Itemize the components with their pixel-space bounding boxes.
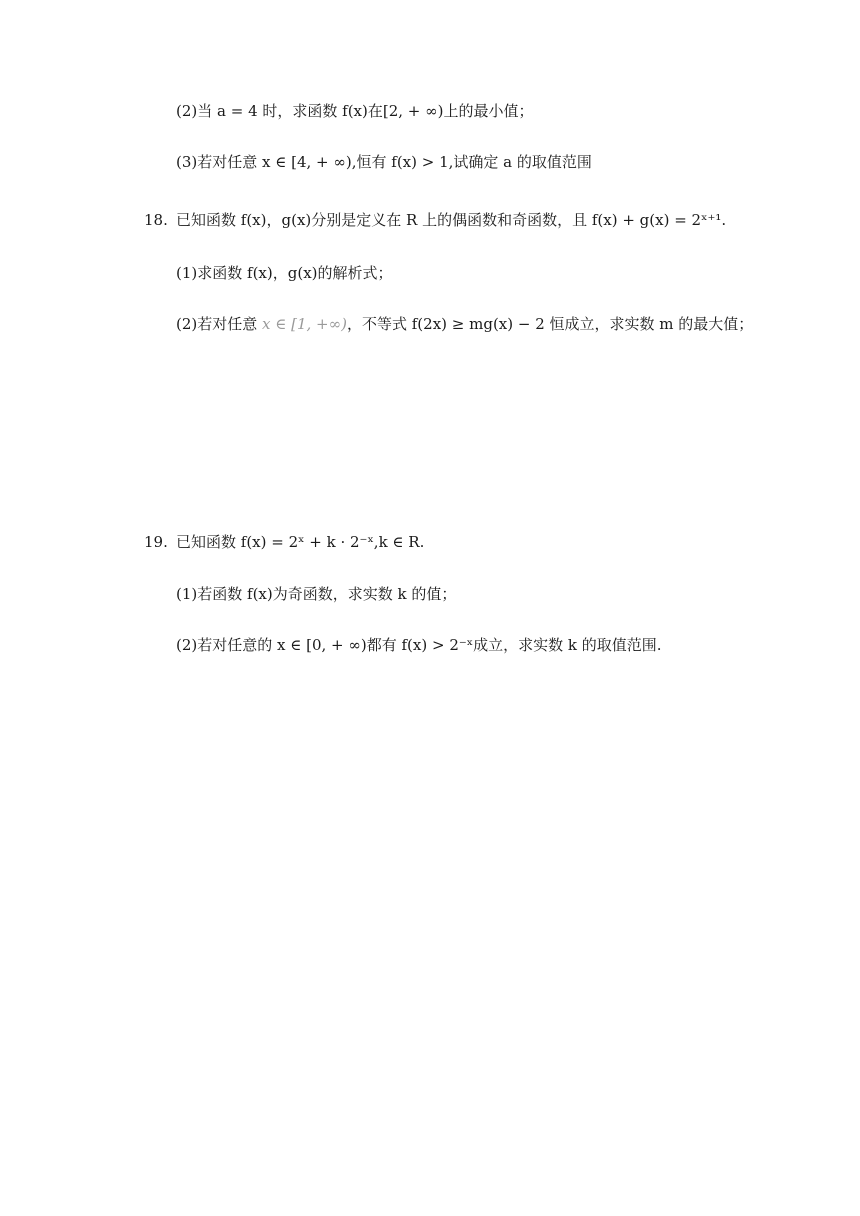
prev-part-2 [176,100,533,122]
part-label: (1) [176,585,198,603]
q18-part-2 [176,313,753,335]
question-19-stem: 已知函数 f(x) = 2ˣ + k · 2⁻ˣ,k ∈ R. [176,533,425,551]
part-text-before: 若对任意 [197,315,263,333]
part-text: 若对任意 x ∈ [4, + ∞),恒有 f(x) > 1,试确定 a 的取值范围 [197,153,592,171]
part-text-after: ，不等式 f(2x) ≥ mg(x) − 2 恒成立，求实数 m 的最大值； [346,315,754,333]
question-number-19: 19. [144,533,168,551]
math-image: x ∈ [1, +∞) [262,315,347,333]
part-text: 若对任意的 x ∈ [0, + ∞)都有 f(x) > 2⁻ˣ成立，求实数 k 的取值范围. [197,636,662,654]
part-label: (2) [176,636,198,654]
part-label: (1) [176,264,198,282]
prev-part-3 [176,151,592,173]
q19-part-2 [176,634,662,656]
part-text: 求函数 f(x)，g(x)的解析式； [197,264,393,282]
q18-part-1 [176,262,393,284]
q19-part-1 [176,583,456,605]
part-label: (2) [176,102,198,120]
part-label: (2) [176,315,198,333]
part-label: (3) [176,153,198,171]
part-text: 当 a = 4 时，求函数 f(x)在[2, + ∞)上的最小值； [197,102,534,120]
part-text: 若函数 f(x)为奇函数，求实数 k 的值； [197,585,457,603]
question-18-stem: 已知函数 f(x)，g(x)分别是定义在 R 上的偶函数和奇函数，且 f(x) + g(x) = 2ˣ⁺¹. [176,211,727,229]
question-number-18: 18. [144,211,168,229]
